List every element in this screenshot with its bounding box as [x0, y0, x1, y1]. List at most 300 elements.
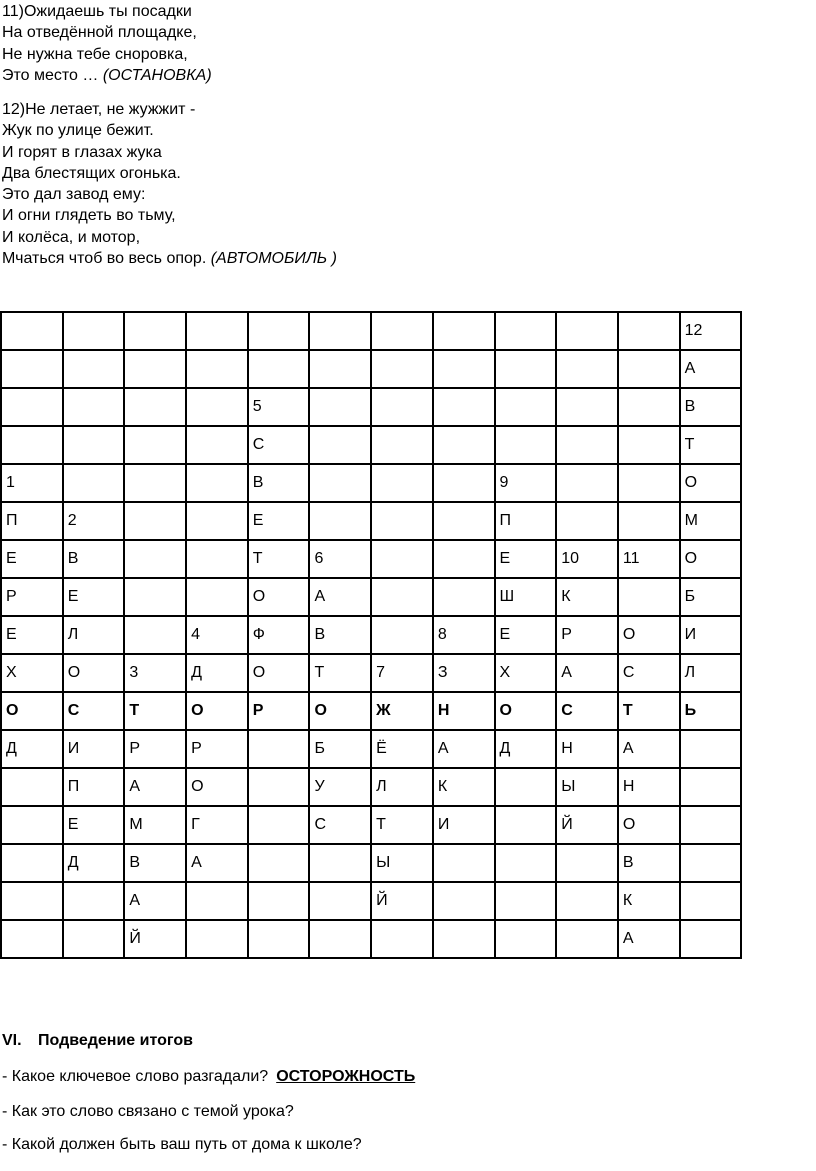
crossword-cell — [371, 540, 433, 578]
riddle-12 — [2, 99, 337, 269]
riddle-text: Мчаться чтоб во весь опор. — [2, 250, 211, 268]
crossword-cell — [1, 730, 63, 768]
crossword-cell — [248, 806, 310, 844]
crossword-cell — [371, 502, 433, 540]
crossword-cell — [371, 844, 433, 882]
riddle-line: Жук по улице бежит. — [2, 122, 154, 140]
crossword-cell-text: Й — [376, 892, 388, 909]
crossword-cell — [186, 388, 248, 426]
crossword-cell-text: О — [191, 778, 204, 795]
crossword-cell-text: М — [129, 816, 143, 833]
crossword-cell — [124, 654, 186, 692]
crossword-cell — [680, 654, 742, 692]
crossword-cell — [63, 502, 125, 540]
crossword-cell — [1, 806, 63, 844]
crossword-cell — [63, 578, 125, 616]
crossword-cell-text: 11 — [622, 550, 640, 567]
crossword-cell — [495, 768, 557, 806]
crossword-cell — [433, 578, 495, 616]
crossword-cell — [124, 540, 186, 578]
crossword-cell-text: Н — [622, 778, 635, 795]
question-3: - Какой должен быть ваш путь от дома к школе? — [2, 1136, 362, 1153]
crossword-cell-text: Е — [499, 550, 511, 567]
crossword-cell — [124, 844, 186, 882]
question-1 — [2, 1068, 415, 1086]
riddle-answer: (ОСТАНОВКА) — [102, 66, 212, 84]
crossword-cell — [618, 464, 680, 502]
crossword-cell-text: Д — [67, 854, 79, 871]
crossword-cell — [618, 692, 680, 730]
crossword-cell-text: Р — [191, 740, 202, 757]
crossword-cell — [433, 540, 495, 578]
crossword-cell-text: В — [67, 550, 79, 567]
crossword-cell — [433, 654, 495, 692]
riddle-line: На отведённой площадке, — [2, 24, 197, 42]
crossword-cell — [680, 920, 742, 958]
crossword-cell-text: Т — [622, 702, 633, 719]
crossword-cell-text: А — [561, 664, 572, 681]
riddle-line: 11)Ожидаешь ты посадки — [2, 3, 192, 20]
crossword-cell — [124, 464, 186, 502]
crossword-cell — [495, 388, 557, 426]
crossword-cell — [248, 502, 310, 540]
crossword-cell-text: Х — [499, 664, 511, 681]
crossword-cell-text: Ж — [376, 702, 391, 719]
crossword-cell — [556, 654, 618, 692]
crossword-cell — [433, 426, 495, 464]
crossword-cell-text: О — [684, 474, 698, 491]
crossword-cell-text: О — [6, 702, 19, 719]
crossword-cell — [124, 502, 186, 540]
crossword-cell-text: И — [67, 740, 80, 757]
crossword-cell-text: О — [314, 702, 327, 719]
crossword-cell — [248, 388, 310, 426]
crossword-cell-text: О — [684, 550, 698, 567]
crossword-cell — [124, 388, 186, 426]
crossword-cell-text: 3 — [129, 664, 139, 681]
crossword-cell — [248, 426, 310, 464]
crossword-cell-text: Д — [191, 664, 202, 681]
crossword-cell — [433, 464, 495, 502]
crossword-cell — [1, 464, 63, 502]
crossword-cell-text: Т — [376, 816, 386, 833]
crossword-cell — [63, 388, 125, 426]
crossword-cell — [556, 616, 618, 654]
crossword-cell — [1, 692, 63, 730]
crossword-cell-text: Е — [67, 816, 79, 833]
crossword-cell — [371, 882, 433, 920]
crossword-cell — [680, 312, 742, 350]
crossword-cell — [63, 312, 125, 350]
crossword-cell — [1, 540, 63, 578]
section-title: Подведение итогов — [38, 1032, 193, 1049]
crossword-cell-text: С — [314, 816, 326, 833]
crossword-cell-text: Ь — [684, 702, 697, 719]
crossword-cell — [618, 654, 680, 692]
crossword-cell-text: А — [314, 588, 326, 605]
crossword-cell — [495, 350, 557, 388]
crossword-cell-text: 6 — [314, 550, 324, 567]
crossword-cell-text: И — [684, 626, 697, 643]
crossword-row — [1, 882, 741, 920]
crossword-cell — [1, 768, 63, 806]
crossword-cell — [186, 730, 248, 768]
crossword-cell-text: Р — [6, 588, 17, 605]
crossword-row — [1, 730, 741, 768]
riddle-answer: (АВТОМОБИЛЬ ) — [210, 250, 337, 268]
crossword-cell — [495, 882, 557, 920]
crossword-cell — [124, 350, 186, 388]
question-2: - Как это слово связано с темой урока? — [2, 1103, 294, 1120]
crossword-cell — [495, 654, 557, 692]
crossword-cell — [309, 426, 371, 464]
crossword-cell — [186, 464, 248, 502]
crossword-cell — [1, 426, 63, 464]
crossword-body — [1, 312, 741, 958]
crossword-cell — [1, 616, 63, 654]
crossword-cell — [124, 616, 186, 654]
crossword-cell — [63, 730, 125, 768]
crossword-cell — [556, 692, 618, 730]
crossword-cell-text: О — [252, 588, 266, 605]
crossword-cell — [680, 426, 742, 464]
crossword-cell-text: В — [129, 854, 141, 871]
section-heading — [2, 1032, 193, 1050]
crossword-cell-text: Р — [561, 626, 572, 643]
crossword-cell — [433, 312, 495, 350]
crossword-cell-text: 5 — [252, 398, 262, 415]
crossword-cell-text: Е — [6, 550, 17, 567]
crossword-cell — [495, 502, 557, 540]
crossword-cell-text: А — [622, 930, 634, 947]
crossword-cell-text: А — [684, 360, 696, 377]
crossword-cell — [556, 502, 618, 540]
crossword-cell — [309, 654, 371, 692]
crossword-cell — [63, 920, 125, 958]
crossword-cell-text: В — [314, 626, 326, 643]
crossword-cell — [124, 806, 186, 844]
crossword-cell — [186, 768, 248, 806]
crossword-cell — [556, 844, 618, 882]
crossword-cell-text: Ё — [376, 740, 387, 757]
crossword-cell-text: Л — [376, 778, 387, 795]
riddle-line: Не нужна тебе сноровка, — [2, 45, 188, 63]
crossword-cell-text: Р — [129, 740, 141, 757]
crossword-cell — [618, 426, 680, 464]
crossword-cell — [495, 616, 557, 654]
crossword-cell-text: Е — [499, 626, 511, 643]
crossword-cell — [618, 350, 680, 388]
crossword-row — [1, 578, 741, 616]
crossword-cell — [124, 312, 186, 350]
crossword-cell-text: Т — [129, 702, 140, 719]
riddle-last-line — [2, 248, 337, 269]
crossword-cell-text: К — [622, 892, 633, 909]
crossword-cell — [433, 920, 495, 958]
crossword-cell — [63, 654, 125, 692]
crossword-row — [1, 844, 741, 882]
crossword-cell-text: З — [437, 664, 448, 681]
crossword-cell — [618, 540, 680, 578]
riddle-line: И огни глядеть во тьму, — [2, 207, 176, 225]
crossword-cell-text: У — [314, 778, 325, 795]
crossword-cell — [433, 806, 495, 844]
crossword-cell — [680, 540, 742, 578]
crossword-cell — [556, 920, 618, 958]
crossword-cell — [371, 464, 433, 502]
crossword-cell-text: К — [437, 778, 448, 795]
crossword-cell — [680, 882, 742, 920]
crossword-cell — [248, 692, 310, 730]
crossword-cell — [495, 312, 557, 350]
crossword-cell — [618, 502, 680, 540]
riddle-text: Это место … — [2, 66, 103, 84]
crossword-cell — [63, 540, 125, 578]
crossword-cell — [309, 806, 371, 844]
crossword-cell-text: О — [499, 702, 512, 719]
crossword-cell — [371, 768, 433, 806]
crossword-cell-text: Е — [6, 626, 17, 643]
crossword-cell-text: Ы — [561, 778, 576, 795]
crossword-row — [1, 768, 741, 806]
crossword-cell — [186, 312, 248, 350]
crossword-cell — [186, 882, 248, 920]
crossword-cell — [186, 844, 248, 882]
crossword-cell-text: 12 — [684, 322, 703, 339]
crossword-cell — [556, 730, 618, 768]
crossword-cell — [248, 654, 310, 692]
crossword-cell-text: И — [437, 816, 450, 833]
crossword-cell — [1, 920, 63, 958]
crossword-row — [1, 692, 741, 730]
crossword-cell — [1, 654, 63, 692]
crossword-cell-text: О — [252, 664, 266, 681]
crossword-cell-text: 7 — [376, 664, 386, 681]
crossword-cell — [433, 844, 495, 882]
crossword-cell — [63, 882, 125, 920]
crossword-cell — [309, 692, 371, 730]
crossword-cell-text: Б — [314, 740, 325, 757]
crossword-cell — [556, 578, 618, 616]
riddle-line: И колёса, и мотор, — [2, 228, 141, 246]
crossword-cell — [63, 616, 125, 654]
crossword-cell-text: Д — [499, 740, 511, 757]
crossword-cell — [495, 844, 557, 882]
crossword-cell-text: Д — [6, 740, 17, 757]
crossword-cell — [618, 844, 680, 882]
crossword-cell — [433, 350, 495, 388]
crossword-cell — [186, 616, 248, 654]
crossword-cell-text: Е — [67, 588, 79, 605]
crossword-cell — [186, 578, 248, 616]
crossword-cell — [186, 806, 248, 844]
riddle-line: 12)Не летает, не жужжит - — [2, 101, 196, 118]
crossword-cell — [556, 768, 618, 806]
crossword-cell — [309, 464, 371, 502]
crossword-cell — [186, 692, 248, 730]
crossword-cell-text: С — [561, 702, 573, 719]
crossword-cell-text: 10 — [561, 550, 579, 567]
crossword-cell-text: А — [437, 740, 449, 757]
crossword-cell-text: В — [252, 474, 264, 491]
crossword-cell — [248, 730, 310, 768]
crossword-row — [1, 426, 741, 464]
crossword-row — [1, 388, 741, 426]
crossword-cell — [1, 882, 63, 920]
crossword-cell-text: П — [6, 512, 18, 529]
crossword-cell — [309, 616, 371, 654]
crossword-cell — [371, 654, 433, 692]
crossword-cell-text: А — [129, 778, 141, 795]
crossword-cell — [433, 730, 495, 768]
crossword-cell — [680, 616, 742, 654]
crossword-cell — [371, 388, 433, 426]
crossword-cell — [495, 464, 557, 502]
crossword-cell — [124, 882, 186, 920]
crossword-cell — [371, 730, 433, 768]
crossword-cell — [309, 844, 371, 882]
crossword-row — [1, 540, 741, 578]
crossword-cell — [309, 920, 371, 958]
crossword-cell — [124, 920, 186, 958]
crossword-cell-text: Й — [561, 816, 573, 833]
crossword-cell-text: Ф — [252, 626, 265, 643]
crossword-cell — [680, 844, 742, 882]
crossword-cell-text: О — [67, 664, 81, 681]
crossword-cell — [618, 616, 680, 654]
crossword-cell-text: Л — [684, 664, 696, 681]
crossword-cell — [371, 350, 433, 388]
crossword-cell — [248, 844, 310, 882]
crossword-cell — [63, 464, 125, 502]
crossword-cell — [618, 312, 680, 350]
crossword-cell — [309, 578, 371, 616]
crossword-cell — [556, 882, 618, 920]
crossword-grid — [0, 311, 742, 959]
crossword-cell — [680, 806, 742, 844]
crossword-cell — [248, 768, 310, 806]
crossword-cell — [495, 578, 557, 616]
crossword-cell — [680, 502, 742, 540]
crossword-cell — [371, 806, 433, 844]
crossword-cell-text: Н — [437, 702, 450, 719]
crossword-cell — [63, 806, 125, 844]
crossword-cell — [309, 882, 371, 920]
crossword-cell-text: Т — [252, 550, 263, 567]
crossword-cell — [248, 578, 310, 616]
crossword-cell — [556, 540, 618, 578]
crossword-row — [1, 350, 741, 388]
crossword-cell — [618, 388, 680, 426]
crossword-cell — [124, 730, 186, 768]
crossword-row — [1, 616, 741, 654]
crossword-cell — [63, 350, 125, 388]
crossword-cell — [433, 616, 495, 654]
crossword-cell — [371, 616, 433, 654]
crossword-cell — [63, 692, 125, 730]
riddle-line: Два блестящих огонька. — [2, 164, 181, 182]
crossword-row — [1, 806, 741, 844]
crossword-cell-text: 4 — [191, 626, 200, 643]
crossword-cell-text: А — [191, 854, 202, 871]
crossword-cell — [309, 502, 371, 540]
crossword-cell-text: Т — [314, 664, 325, 681]
crossword-cell — [186, 502, 248, 540]
key-word: ОСТОРОЖНОСТЬ — [276, 1068, 416, 1085]
crossword-cell — [618, 578, 680, 616]
crossword-cell — [186, 350, 248, 388]
crossword-cell — [556, 312, 618, 350]
crossword-cell — [248, 882, 310, 920]
riddle-line: И горят в глазах жука — [2, 143, 162, 161]
crossword-cell — [248, 312, 310, 350]
crossword-cell — [309, 312, 371, 350]
crossword-cell-text: Р — [252, 702, 264, 719]
crossword-cell-text: С — [252, 436, 265, 453]
crossword-cell-text: Т — [684, 436, 695, 453]
crossword-cell-text: М — [684, 512, 698, 529]
crossword-cell-text: С — [622, 664, 635, 681]
riddle-line: Это дал завод ему: — [2, 186, 146, 204]
crossword-cell — [186, 920, 248, 958]
crossword-cell-text: С — [67, 702, 80, 719]
crossword-cell-text: Х — [6, 664, 17, 681]
crossword-cell — [433, 768, 495, 806]
crossword-cell-text: В — [684, 398, 696, 415]
crossword-cell-text: 9 — [499, 474, 509, 491]
crossword-cell — [680, 768, 742, 806]
crossword-cell — [186, 426, 248, 464]
crossword-cell — [309, 730, 371, 768]
crossword-cell — [618, 882, 680, 920]
crossword-cell — [186, 540, 248, 578]
crossword-cell-text: П — [67, 778, 80, 795]
crossword-cell — [186, 654, 248, 692]
section-number: VI. — [2, 1032, 22, 1049]
crossword-cell — [63, 844, 125, 882]
crossword-cell — [495, 692, 557, 730]
crossword-cell — [433, 882, 495, 920]
crossword-cell — [1, 388, 63, 426]
riddle-11 — [2, 1, 212, 86]
crossword-cell — [495, 540, 557, 578]
crossword-cell-text: А — [129, 892, 141, 909]
crossword-cell — [309, 388, 371, 426]
crossword-cell — [495, 920, 557, 958]
crossword-cell — [433, 502, 495, 540]
crossword-cell — [433, 388, 495, 426]
crossword-cell-text: 1 — [6, 474, 15, 491]
crossword-cell — [618, 920, 680, 958]
crossword-row — [1, 502, 741, 540]
crossword-cell — [371, 920, 433, 958]
crossword-cell — [124, 692, 186, 730]
crossword-cell — [556, 388, 618, 426]
crossword-cell — [1, 312, 63, 350]
crossword-cell — [371, 692, 433, 730]
crossword-cell-text: Е — [252, 512, 264, 529]
crossword-cell-text: В — [622, 854, 634, 871]
crossword-cell — [618, 768, 680, 806]
riddle-last-line — [2, 65, 212, 86]
crossword-cell-text: Л — [67, 626, 79, 643]
crossword-cell — [1, 844, 63, 882]
crossword-cell — [124, 578, 186, 616]
crossword-cell — [680, 730, 742, 768]
question-text: - Какое ключевое слово разгадали? — [2, 1068, 269, 1085]
crossword-cell-text: О — [622, 626, 636, 643]
crossword-row — [1, 464, 741, 502]
